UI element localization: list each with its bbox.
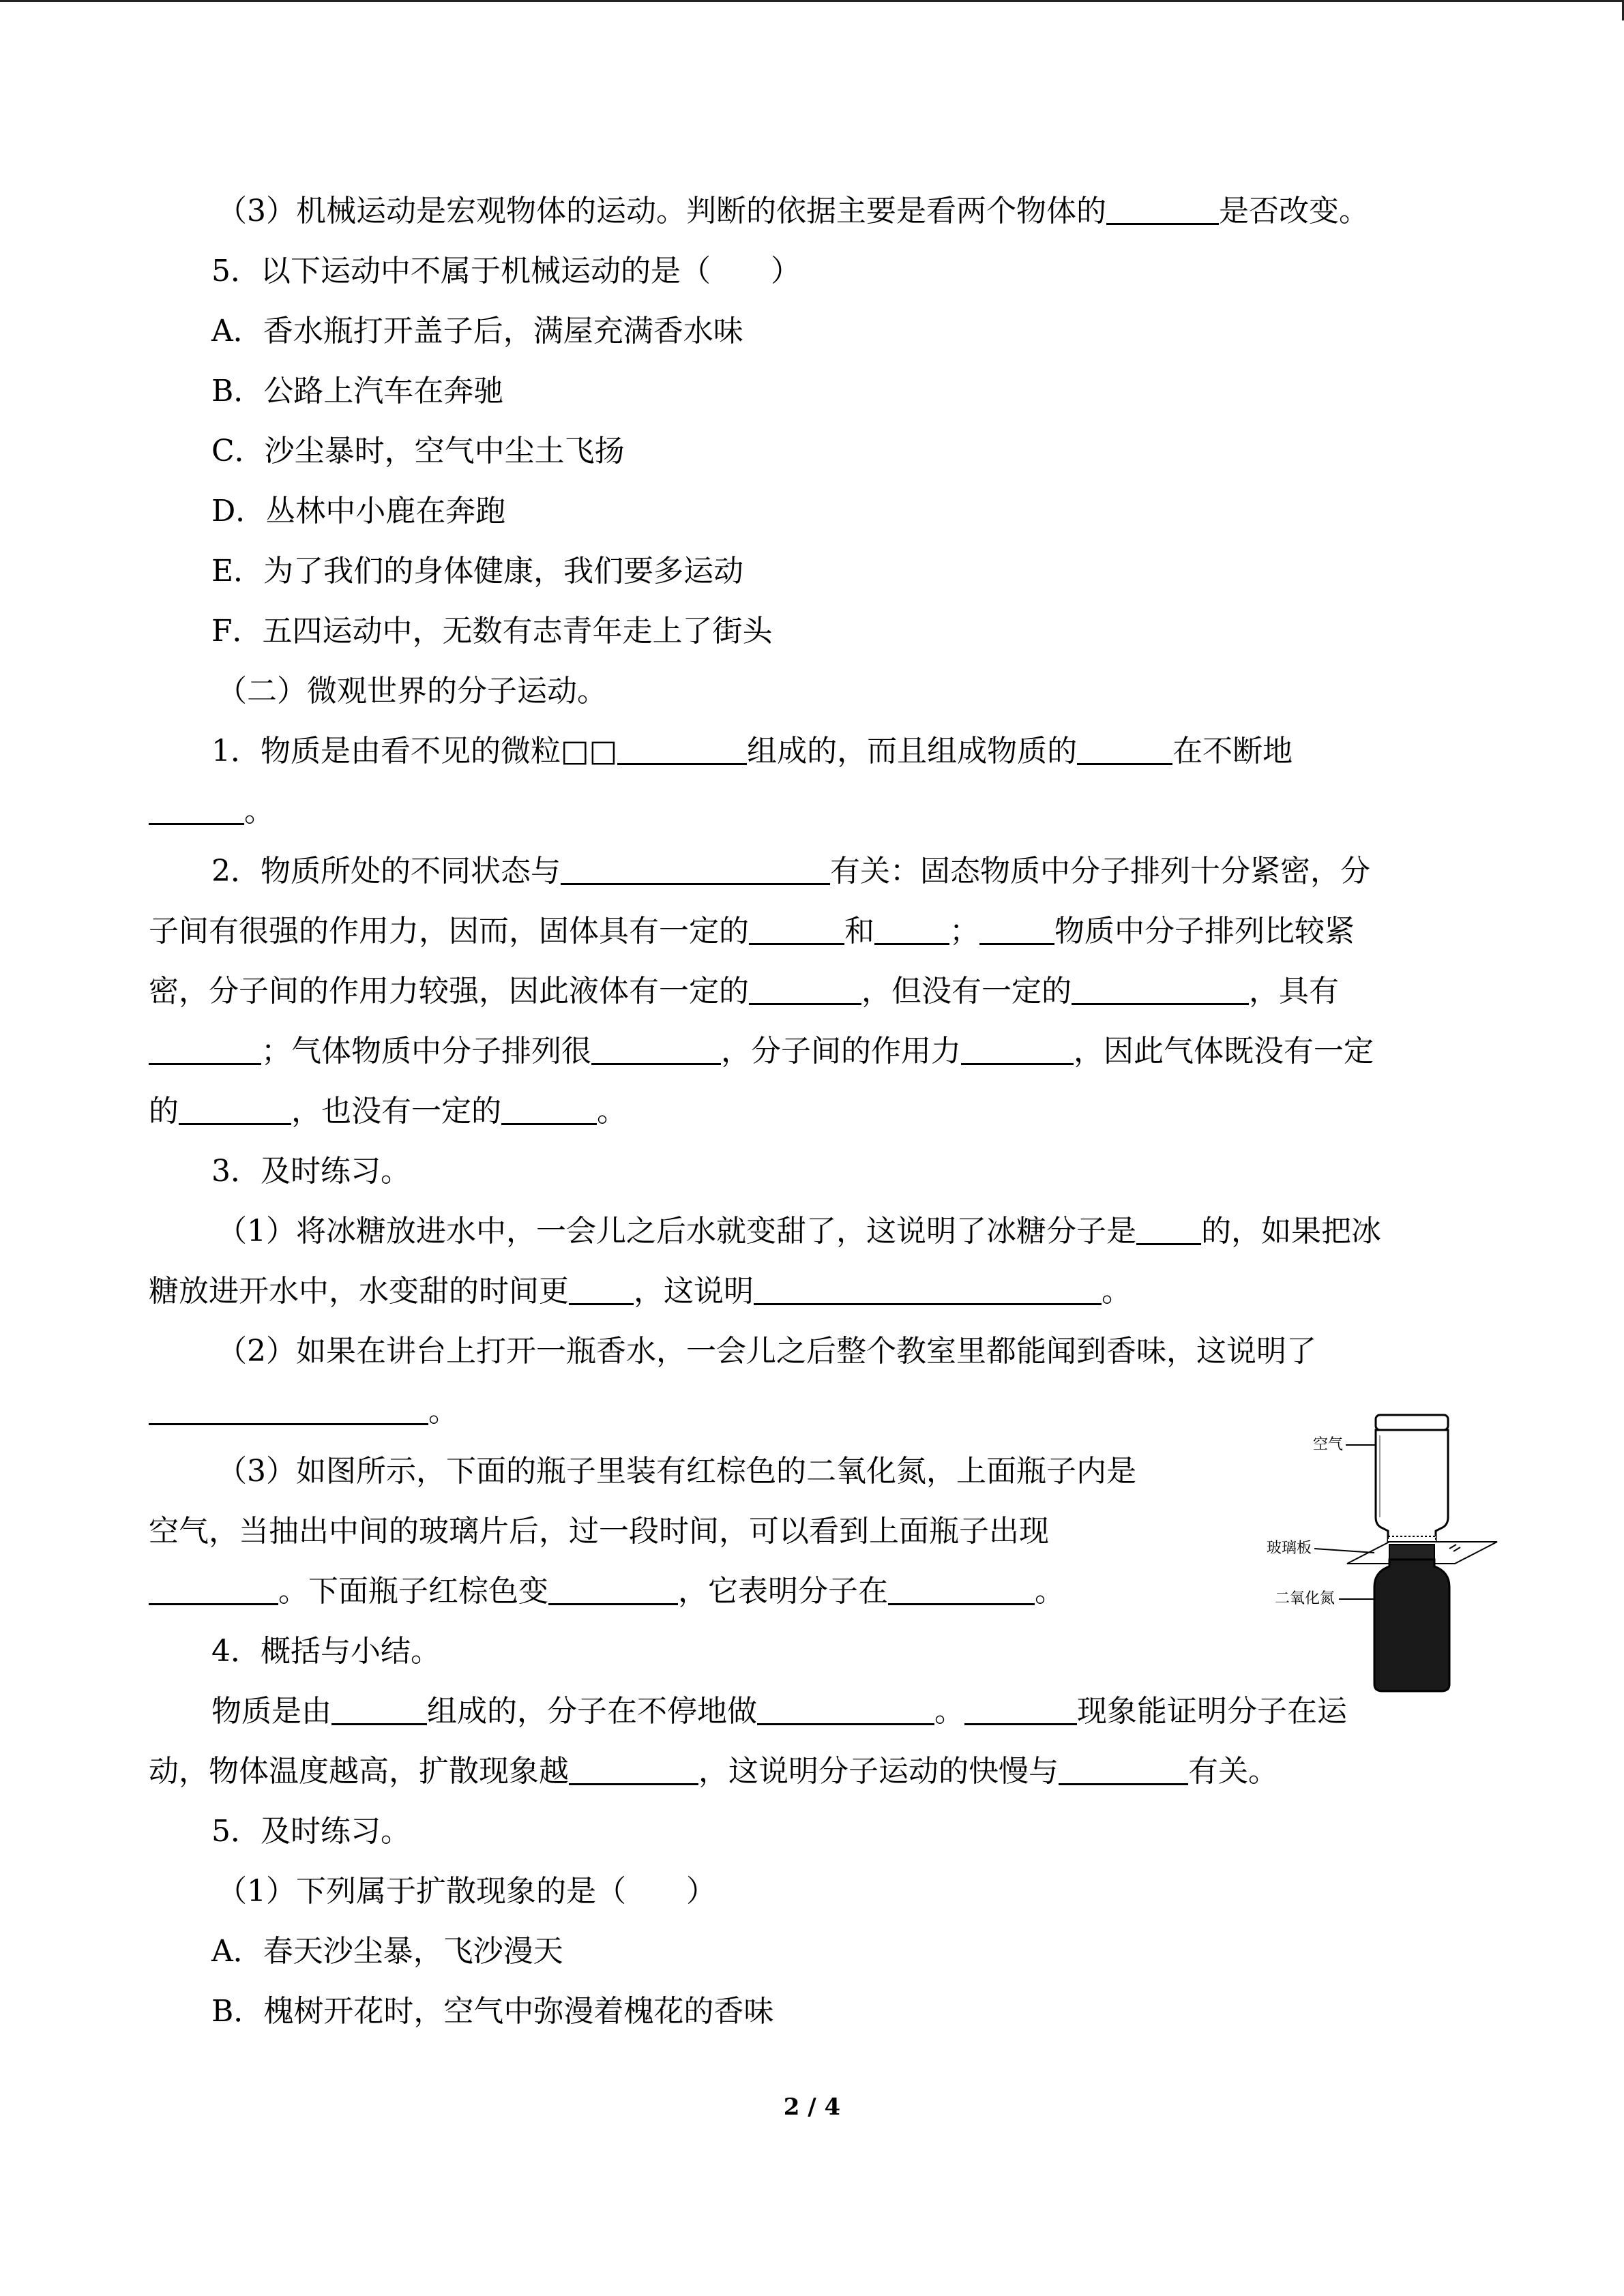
fill-in-blank[interactable] [179,1093,291,1125]
line-text: ，因此气体既没有一定 [1074,1034,1374,1069]
fill-in-blank[interactable] [331,1693,427,1725]
fill-in-blank[interactable] [749,913,844,945]
line-text: ，但没有一定的 [861,974,1072,1009]
text-line [149,1751,1278,1792]
text-line [211,371,503,412]
fill-in-blank[interactable] [964,1693,1077,1725]
text-line [211,491,505,532]
text-line [211,851,1370,892]
text-line [217,1331,1316,1372]
fill-in-blank[interactable] [749,973,861,1005]
line-text: （3）如图所示，下面的瓶子里装有红棕色的二氧化氮，上面瓶子内是 [217,1454,1136,1489]
diffusion-experiment-figure [1265,1408,1504,1695]
line-text: 物质中分子排列比较紧 [1054,914,1355,949]
line-text: 糖放进开水中，水变甜的时间更 [149,1274,569,1309]
line-text: ，具有 [1249,974,1339,1009]
line-text: 。下面瓶子红棕色变 [278,1574,548,1609]
text-line [211,731,1293,772]
line-text: B．槐树开花时，空气中弥漫着槐花的香味 [211,1994,774,2029]
line-text: 和 [844,914,874,949]
text-line [217,1871,716,1912]
line-text: 空气，当抽出中间的玻璃片后，过一段时间，可以看到上面瓶子出现 [149,1514,1049,1549]
text-line [211,551,743,592]
line-text: 。 [1035,1574,1065,1609]
label-no2: 二氧化氮 [1275,1590,1335,1607]
line-text: 的 [149,1094,179,1129]
line-text: 。 [244,794,274,829]
text-line [149,791,274,832]
text-line [211,1151,411,1192]
fill-in-blank[interactable] [548,1573,678,1605]
text-line [211,611,773,652]
fill-in-blank[interactable] [149,793,244,825]
text-line [211,1811,411,1852]
page-top-border [0,0,1624,2]
text-line [211,1691,1347,1732]
line-text: 在不断地 [1172,734,1293,769]
text-line [149,971,1339,1012]
fill-in-blank[interactable] [1136,1213,1201,1245]
text-line [211,1991,773,2032]
line-text: （1）下列属于扩散现象的是（ ） [217,1874,716,1909]
line-text: ，也没有一定的 [291,1094,501,1129]
fill-in-blank[interactable] [1106,193,1219,225]
line-text: 组成的，分子在不停地做 [427,1694,757,1729]
fill-in-blank[interactable] [561,853,830,885]
text-line [211,1631,441,1672]
line-text: F．五四运动中，无数有志青年走上了街头 [211,614,773,648]
lower-bottle [1374,1545,1449,1691]
fill-in-blank[interactable] [1077,733,1172,765]
fill-in-blank[interactable] [591,1033,721,1065]
line-text: 密，分子间的作用力较强，因此液体有一定的 [149,974,749,1009]
line-text: A．香水瓶打开盖子后，满屋充满香水味 [211,314,743,348]
fill-in-blank[interactable] [149,1393,428,1425]
line-text: 子间有很强的作用力，因而，固体具有一定的 [149,914,749,949]
fill-in-blank[interactable] [1059,1753,1188,1785]
fill-in-blank[interactable] [617,733,747,765]
line-text: ，这说明分子运动的快慢与 [698,1754,1059,1789]
upper-bottle [1376,1415,1448,1543]
text-line [211,1931,563,1972]
line-text: ；气体物质中分子排列很 [261,1034,591,1069]
line-text: 物质是由 [211,1694,331,1729]
line-text: 的，如果把冰 [1201,1214,1381,1249]
line-text: 4．概括与小结。 [211,1634,441,1669]
fill-in-blank[interactable] [754,1273,1102,1305]
text-line [149,1031,1374,1072]
line-text: （2）如果在讲台上打开一瓶香水，一会儿之后整个教室里都能闻到香味，这说明了 [217,1334,1316,1369]
text-line [149,1091,627,1132]
text-line [211,311,743,352]
fill-in-blank[interactable] [961,1033,1074,1065]
fill-in-blank[interactable] [149,1033,261,1065]
line-text: （二）微观世界的分子运动。 [217,674,607,709]
text-line [217,191,1369,232]
text-line [149,1571,1065,1612]
line-text: 3．及时练习。 [211,1154,411,1189]
line-text: 。 [428,1394,458,1429]
line-text: D．丛林中小鹿在奔跑 [211,494,506,528]
text-line [211,251,801,292]
text-line [217,1211,1381,1252]
line-text: 。 [934,1694,964,1729]
line-text: 有关：固态物质中分子排列十分紧密，分 [830,854,1370,889]
line-text: ； [949,914,979,949]
fill-in-blank[interactable] [874,913,949,945]
text-line [149,1511,1049,1552]
line-text: ，它表明分子在 [678,1574,888,1609]
fill-in-blank[interactable] [1072,973,1249,1005]
line-text: ，这说明 [634,1274,754,1309]
line-text: 动，物体温度越高，扩散现象越 [149,1754,569,1789]
line-text: 1．物质是由看不见的微粒□□ [211,734,618,769]
line-text: 。 [597,1094,627,1129]
line-text: C．沙尘暴时，空气中尘土飞扬 [211,434,625,468]
line-text: 现象能证明分子在运 [1077,1694,1347,1729]
line-text: E．为了我们的身体健康，我们要多运动 [211,554,744,588]
line-text: 2．物质所处的不同状态与 [211,854,561,889]
text-line [211,431,625,472]
text-line [217,1451,1136,1492]
text-line [149,1271,1132,1312]
fill-in-blank[interactable] [569,1273,634,1305]
fill-in-blank[interactable] [149,1573,278,1605]
line-text: 5．以下运动中不属于机械运动的是（ ） [211,254,801,288]
line-text: （3）机械运动是宏观物体的运动。判断的依据主要是看两个物体的 [217,194,1106,228]
line-text: 5．及时练习。 [211,1814,411,1849]
page-number: 2 / 4 [783,2093,841,2121]
label-air: 空气 [1313,1436,1344,1453]
line-text: 组成的，而且组成物质的 [747,734,1078,769]
fill-in-blank[interactable] [888,1573,1035,1605]
line-text: 有关。 [1188,1754,1278,1789]
text-line [149,1391,458,1432]
line-text: ，分子间的作用力 [721,1034,961,1069]
line-text: 是否改变。 [1219,194,1369,228]
fill-in-blank[interactable] [757,1693,934,1725]
line-text: B．公路上汽车在奔驰 [211,374,504,408]
label-glass-plate: 玻璃板 [1267,1540,1312,1557]
text-line [217,671,607,712]
fill-in-blank[interactable] [979,913,1054,945]
line-text: （1）将冰糖放进水中，一会儿之后水就变甜了，这说明了冰糖分子是 [217,1214,1136,1249]
fill-in-blank[interactable] [569,1753,698,1785]
line-text: 。 [1102,1274,1132,1309]
line-text: A．春天沙尘暴，飞沙漫天 [211,1934,563,1969]
text-line [149,911,1355,952]
fill-in-blank[interactable] [501,1093,597,1125]
